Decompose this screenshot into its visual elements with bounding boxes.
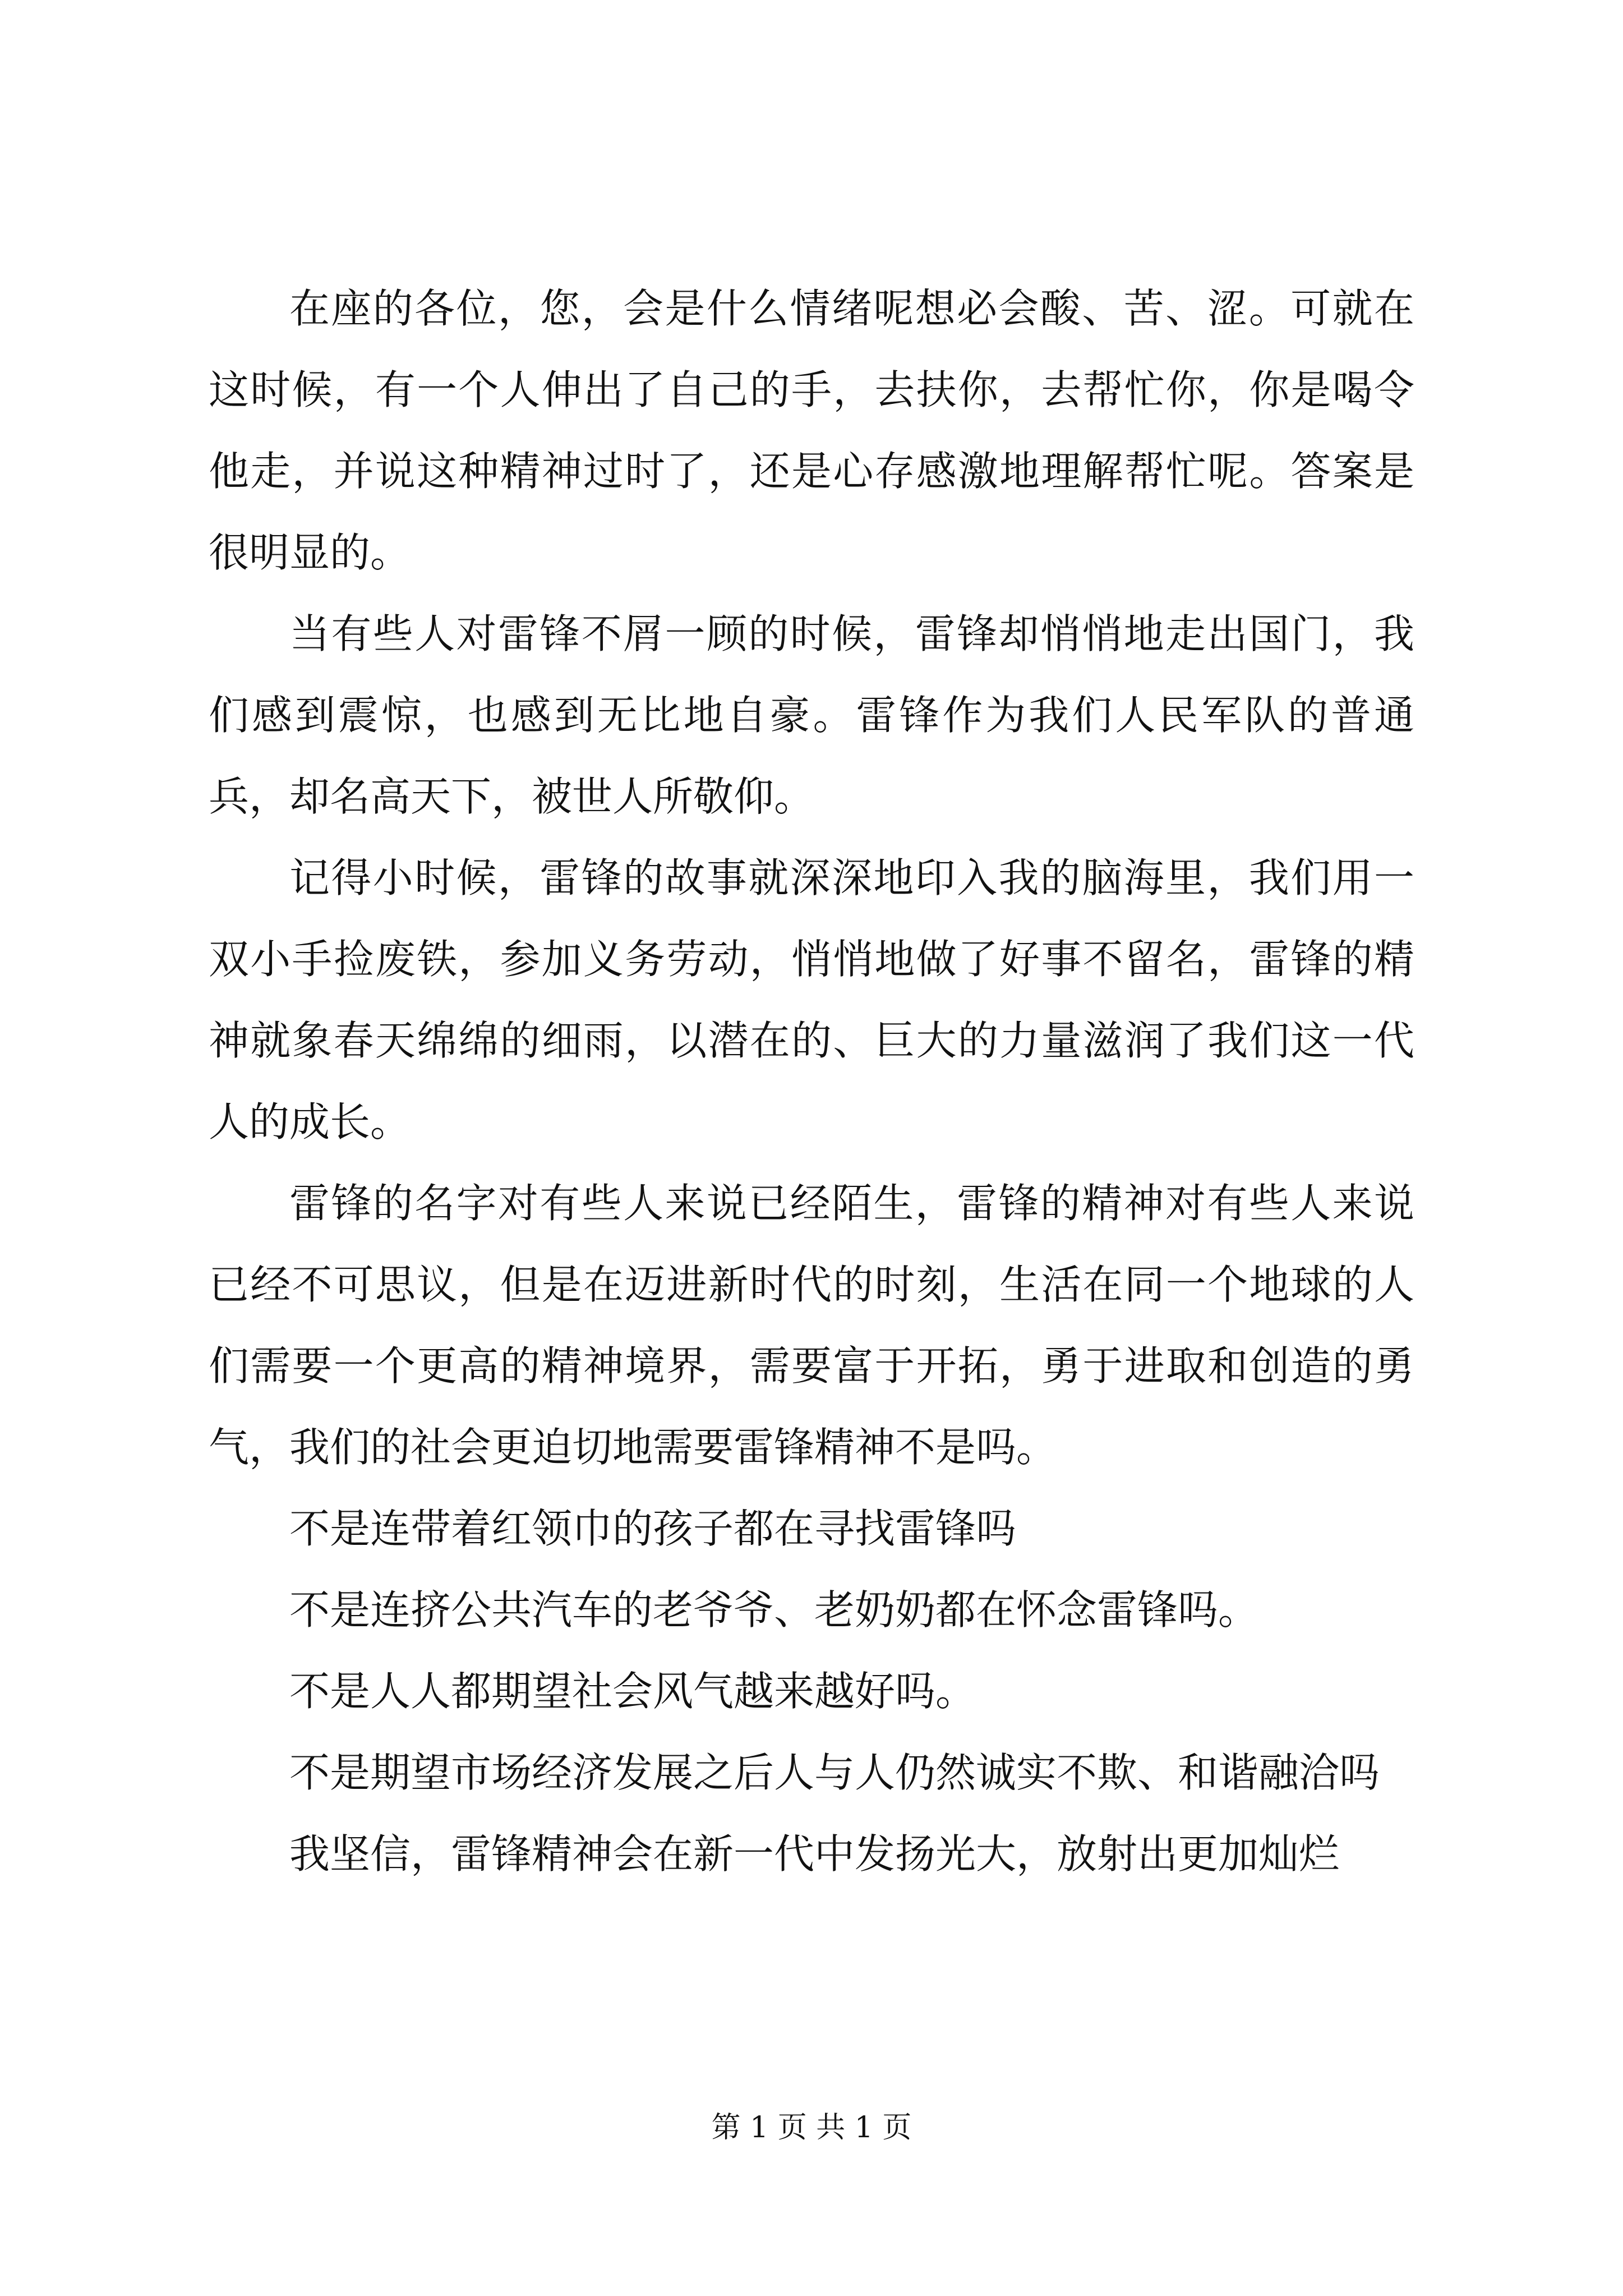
paragraph-6: 不是连挤公共汽车的老爷爷、老奶奶都在怀念雷锋吗。 bbox=[289, 1586, 1259, 1634]
paragraph-9: 我坚信，雷锋精神会在新一代中发扬光大，放射出更加灿烂 bbox=[289, 1830, 1340, 1878]
paragraph-1: 在座的各位，您，会是什么情绪呢想必会酸、苦、涩。可就在这时候，有一个人伸出了自己的手，去扶你，去帮忙你，你是喝令他走，并说这种精神过时了，还是心存感激地理解帮忙呢。答案是很明显的。 bbox=[209, 285, 1414, 576]
page-footer: 第 1 页 共 1 页 bbox=[711, 2111, 912, 2145]
paragraph-8: 不是期望市场经济发展之后人与人仍然诚实不欺、和谐融洽吗 bbox=[289, 1749, 1380, 1796]
paragraph-2: 当有些人对雷锋不屑一顾的时候，雷锋却悄悄地走出国门，我们感到震惊，也感到无比地自豪。雷锋作为我们人民军队的普通兵，却名高天下，被世人所敬仰。 bbox=[209, 610, 1414, 820]
paragraph-5: 不是连带着红领巾的孩子都在寻找雷锋吗 bbox=[289, 1505, 1017, 1552]
paragraph-3: 记得小时候，雷锋的故事就深深地印入我的脑海里，我们用一双小手捡废铁，参加义务劳动，悄悄地做了好事不留名，雷锋的精神就象春天绵绵的细雨，以潜在的、巨大的力量滋润了我们这一代人的成长。 bbox=[209, 854, 1414, 1145]
paragraph-7: 不是人人都期望社会风气越来越好吗。 bbox=[289, 1668, 976, 1715]
paragraph-4: 雷锋的名字对有些人来说已经陌生，雷锋的精神对有些人来说已经不可思议，但是在迈进新时代的时刻，生活在同一个地球的人们需要一个更高的精神境界，需要富于开拓，勇于进取和创造的勇气，我们的社会更迫切地需要雷锋精神不是吗。 bbox=[209, 1180, 1414, 1471]
document-body bbox=[209, 268, 1414, 1895]
